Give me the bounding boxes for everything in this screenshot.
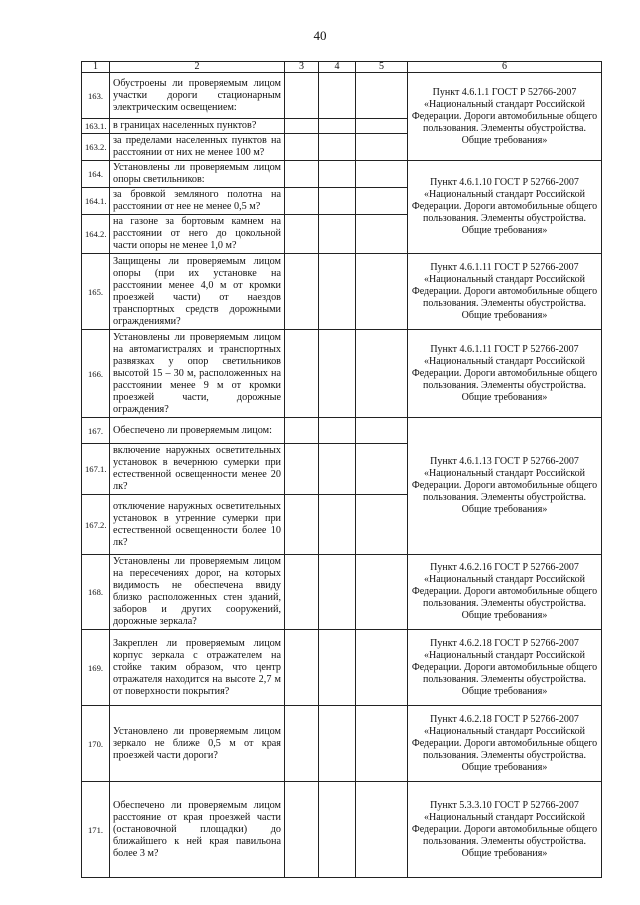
question-cell: Закреплен ли проверяемым лицом корпус зеркала с отражателем на стойке таким образом, что центр отражателя находится на высоте 2,7 м от поверхности покрытия?: [110, 630, 285, 706]
answer-cell: [285, 161, 319, 188]
answer-cell: [319, 630, 356, 706]
row-number: 170.: [82, 706, 110, 782]
answer-cell: [356, 188, 408, 215]
question-cell: отключение наружных осветительных установок в утренние сумерки при естественной освещенности более 10 лк?: [110, 495, 285, 555]
answer-cell: [319, 782, 356, 878]
answer-cell: [285, 630, 319, 706]
answer-cell: [285, 73, 319, 119]
row-number: 164.1.: [82, 188, 110, 215]
reference-cell: Пункт 4.6.1.13 ГОСТ Р 52766-2007 «Национальный стандарт Российской Федерации. Дороги автомобильные общего пользования. Элементы обустройства. Общие требования»: [408, 418, 602, 555]
answer-cell: [356, 119, 408, 134]
answer-cell: [285, 782, 319, 878]
row-number: 163.: [82, 73, 110, 119]
answer-cell: [356, 73, 408, 119]
answer-cell: [319, 706, 356, 782]
answer-cell: [356, 782, 408, 878]
question-cell: Защищены ли проверяемым лицом опоры (при их установке на расстоянии менее 4,0 м от кромки проезжей части) от наездов транспортных средств дорожными ограждениями?: [110, 254, 285, 330]
reference-cell: Пункт 4.6.1.1 ГОСТ Р 52766-2007 «Национальный стандарт Российской Федерации. Дороги автомобильные общего пользования. Элементы обустройства. Общие требования»: [408, 73, 602, 161]
row-number: 171.: [82, 782, 110, 878]
reference-cell: Пункт 4.6.2.16 ГОСТ Р 52766-2007 «Национальный стандарт Российской Федерации. Дороги автомобильные общего пользования. Элементы обустройства. Общие требования»: [408, 555, 602, 630]
row-number: 167.1.: [82, 444, 110, 495]
row-number: 163.2.: [82, 134, 110, 161]
answer-cell: [285, 330, 319, 418]
table-row: [82, 254, 602, 330]
question-cell: Установлены ли проверяемым лицом опоры светильников:: [110, 161, 285, 188]
answer-cell: [285, 418, 319, 444]
question-cell: в границах населенных пунктов?: [110, 119, 285, 134]
answer-cell: [356, 215, 408, 254]
answer-cell: [319, 495, 356, 555]
row-number: 167.: [82, 418, 110, 444]
answer-cell: [319, 555, 356, 630]
table-row: [82, 630, 602, 706]
question-cell: Обустроены ли проверяемым лицом участки дороги стационарным электрическим освещением:: [110, 73, 285, 119]
answer-cell: [319, 188, 356, 215]
question-cell: включение наружных осветительных установок в вечернюю сумерки при естественной освещенности менее 20 лк?: [110, 444, 285, 495]
answer-cell: [356, 330, 408, 418]
answer-cell: [319, 418, 356, 444]
question-cell: на газоне за бортовым камнем на расстоянии от него до цокольной части опоры не менее 1,0 м?: [110, 215, 285, 254]
row-number: 164.2.: [82, 215, 110, 254]
table-row: [82, 161, 602, 188]
answer-cell: [285, 495, 319, 555]
question-cell: Обеспечено ли проверяемым лицом расстояние от края проезжей части (остановочной площадки) до ближайшего к ней края павильона более 3 м?: [110, 782, 285, 878]
answer-cell: [285, 706, 319, 782]
answer-cell: [356, 418, 408, 444]
answer-cell: [319, 330, 356, 418]
row-number: 165.: [82, 254, 110, 330]
row-number: 164.: [82, 161, 110, 188]
reference-cell: Пункт 4.6.1.10 ГОСТ Р 52766-2007 «Национальный стандарт Российской Федерации. Дороги автомобильные общего пользования. Элементы обустройства. Общие требования»: [408, 161, 602, 254]
question-cell: за бровкой земляного полотна на расстоянии от нее не менее 0,5 м?: [110, 188, 285, 215]
row-number: 166.: [82, 330, 110, 418]
header-cell: 6: [408, 62, 602, 73]
reference-cell: Пункт 4.6.2.18 ГОСТ Р 52766-2007 «Национальный стандарт Российской Федерации. Дороги автомобильные общего пользования. Элементы обустройства. Общие требования»: [408, 630, 602, 706]
row-number: 169.: [82, 630, 110, 706]
answer-cell: [285, 555, 319, 630]
question-cell: Установлены ли проверяемым лицом на пересечениях дорог, на которых видимость не обеспечена ввиду близко расположенных стен зданий, заборов и других сооружений, дорожные зеркала?: [110, 555, 285, 630]
answer-cell: [356, 444, 408, 495]
answer-cell: [319, 161, 356, 188]
reference-cell: Пункт 4.6.1.11 ГОСТ Р 52766-2007 «Национальный стандарт Российской Федерации. Дороги автомобильные общего пользования. Элементы обустройства. Общие требования»: [408, 254, 602, 330]
table-row: [82, 782, 602, 878]
header-cell: 4: [319, 62, 356, 73]
row-number: 168.: [82, 555, 110, 630]
question-cell: за пределами населенных пунктов на расстоянии от них не менее 100 м?: [110, 134, 285, 161]
table-row: [82, 73, 602, 119]
table-row: [82, 418, 602, 444]
reference-cell: Пункт 4.6.1.11 ГОСТ Р 52766-2007 «Национальный стандарт Российской Федерации. Дороги автомобильные общего пользования. Элементы обустройства. Общие требования»: [408, 330, 602, 418]
answer-cell: [356, 495, 408, 555]
question-cell: Установлено ли проверяемым лицом зеркало не ближе 0,5 м от края проезжей части дороги?: [110, 706, 285, 782]
answer-cell: [319, 119, 356, 134]
answer-cell: [285, 444, 319, 495]
row-number: 163.1.: [82, 119, 110, 134]
answer-cell: [356, 706, 408, 782]
answer-cell: [285, 254, 319, 330]
answer-cell: [285, 119, 319, 134]
header-cell: 3: [285, 62, 319, 73]
page-number: 40: [313, 28, 327, 43]
answer-cell: [319, 444, 356, 495]
answer-cell: [319, 215, 356, 254]
checklist-table: [81, 61, 602, 878]
table-row: [82, 330, 602, 418]
header-cell: 1: [82, 62, 110, 73]
table-row: [82, 555, 602, 630]
answer-cell: [285, 215, 319, 254]
answer-cell: [356, 254, 408, 330]
answer-cell: [356, 630, 408, 706]
header-row: [82, 62, 602, 73]
header-cell: 5: [356, 62, 408, 73]
reference-cell: Пункт 4.6.2.18 ГОСТ Р 52766-2007 «Национальный стандарт Российской Федерации. Дороги автомобильные общего пользования. Элементы обустройства. Общие требования»: [408, 706, 602, 782]
answer-cell: [356, 161, 408, 188]
answer-cell: [356, 555, 408, 630]
header-cell: 2: [110, 62, 285, 73]
answer-cell: [285, 134, 319, 161]
answer-cell: [319, 134, 356, 161]
answer-cell: [285, 188, 319, 215]
table-row: [82, 706, 602, 782]
row-number: 167.2.: [82, 495, 110, 555]
question-cell: Обеспечено ли проверяемым лицом:: [110, 418, 285, 444]
reference-cell: Пункт 5.3.3.10 ГОСТ Р 52766-2007 «Национальный стандарт Российской Федерации. Дороги автомобильные общего пользования. Элементы обустройства. Общие требования»: [408, 782, 602, 878]
answer-cell: [319, 254, 356, 330]
answer-cell: [356, 134, 408, 161]
answer-cell: [319, 73, 356, 119]
question-cell: Установлены ли проверяемым лицом на автомагистралях и транспортных развязках у опор светильников высотой 15 – 30 м, расположенных на расстоянии менее 9 м от кромки проезжей части, дорожные ограждения?: [110, 330, 285, 418]
